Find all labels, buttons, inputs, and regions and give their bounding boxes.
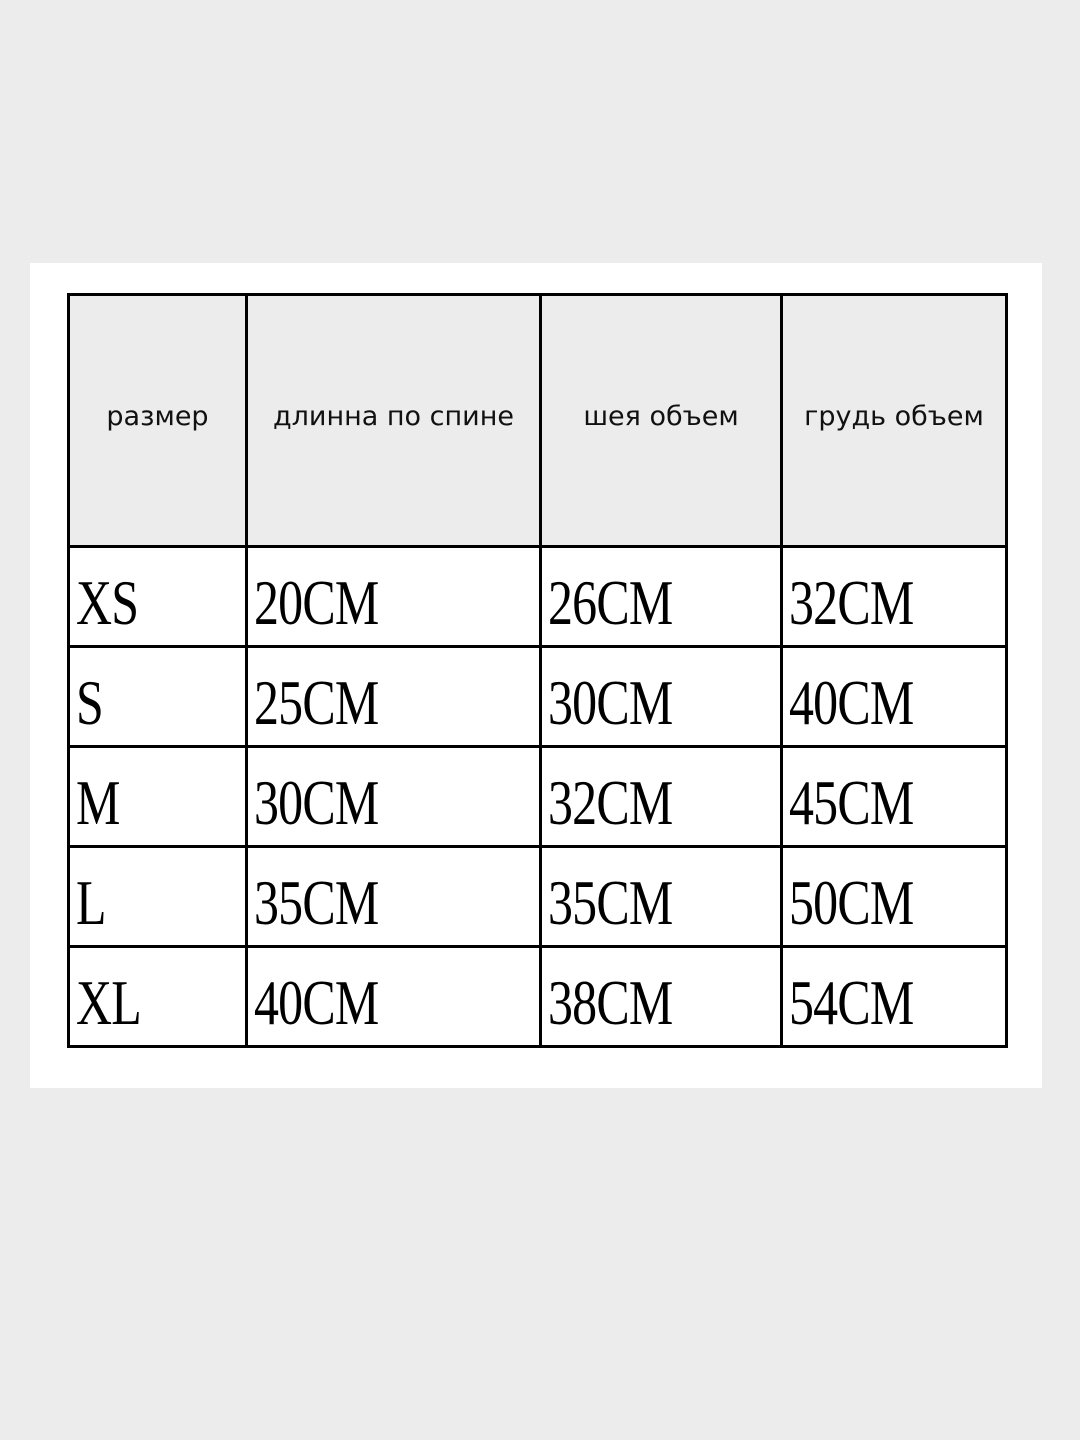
size-cell xyxy=(69,747,247,847)
chest-girth-value: 45CM xyxy=(789,766,914,838)
header-back-length xyxy=(247,295,541,547)
header-neck-girth xyxy=(541,295,782,547)
chest-girth-value: 40CM xyxy=(789,666,914,738)
neck-girth-cell xyxy=(541,647,782,747)
header-size xyxy=(69,295,247,547)
size-cell xyxy=(69,947,247,1047)
size-value: S xyxy=(76,666,103,738)
neck-girth-cell xyxy=(541,547,782,647)
back-length-value: 35CM xyxy=(254,866,379,938)
chest-girth-cell xyxy=(782,847,1007,947)
table-row xyxy=(69,647,1007,747)
neck-girth-value: 35CM xyxy=(548,866,673,938)
chest-girth-cell xyxy=(782,547,1007,647)
back-length-cell xyxy=(247,547,541,647)
size-value: XL xyxy=(76,966,141,1038)
neck-girth-cell xyxy=(541,947,782,1047)
neck-girth-value: 26CM xyxy=(548,566,673,638)
header-back-length-label: длинна по спине xyxy=(273,401,514,432)
size-cell xyxy=(69,647,247,747)
back-length-cell xyxy=(247,647,541,747)
size-value: M xyxy=(76,766,120,838)
header-size-label: размер xyxy=(106,401,209,432)
table-row xyxy=(69,847,1007,947)
back-length-cell xyxy=(247,747,541,847)
neck-girth-value: 32CM xyxy=(548,766,673,838)
chest-girth-value: 50CM xyxy=(789,866,914,938)
neck-girth-cell xyxy=(541,747,782,847)
back-length-value: 40CM xyxy=(254,966,379,1038)
chest-girth-value: 32CM xyxy=(789,566,914,638)
header-chest-girth-label: грудь объем xyxy=(804,401,984,432)
header-neck-girth-label: шея объем xyxy=(583,401,739,432)
table-row xyxy=(69,947,1007,1047)
back-length-value: 20CM xyxy=(254,566,379,638)
back-length-cell xyxy=(247,847,541,947)
size-chart-sheet xyxy=(30,263,1042,1088)
back-length-value: 30CM xyxy=(254,766,379,838)
back-length-value: 25CM xyxy=(254,666,379,738)
size-cell xyxy=(69,847,247,947)
chest-girth-cell xyxy=(782,647,1007,747)
table-row xyxy=(69,547,1007,647)
size-value: L xyxy=(76,866,106,938)
size-cell xyxy=(69,547,247,647)
back-length-cell xyxy=(247,947,541,1047)
size-value: XS xyxy=(76,566,139,638)
neck-girth-cell xyxy=(541,847,782,947)
table-header-row xyxy=(69,295,1007,547)
size-table xyxy=(67,293,1008,1048)
header-chest-girth xyxy=(782,295,1007,547)
chest-girth-value: 54CM xyxy=(789,966,914,1038)
chest-girth-cell xyxy=(782,947,1007,1047)
chest-girth-cell xyxy=(782,747,1007,847)
neck-girth-value: 38CM xyxy=(548,966,673,1038)
table-row xyxy=(69,747,1007,847)
neck-girth-value: 30CM xyxy=(548,666,673,738)
